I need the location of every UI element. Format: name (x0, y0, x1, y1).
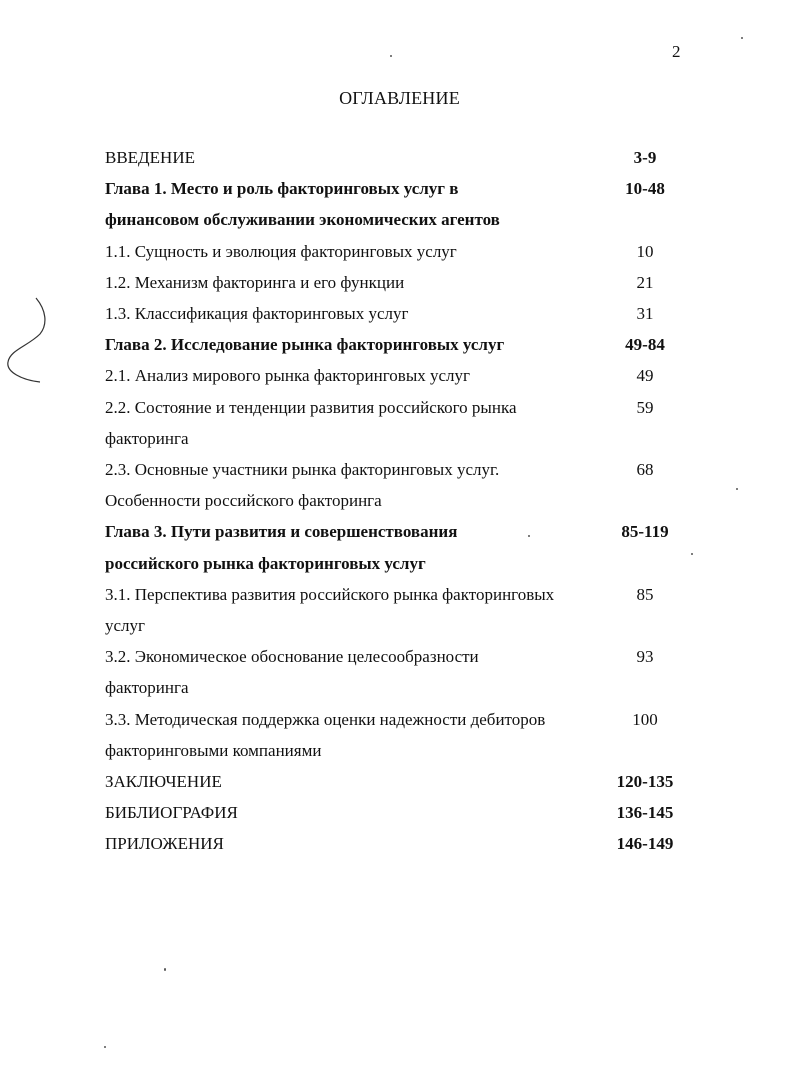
toc-entry-text: ВВЕДЕНИЕ (105, 148, 195, 167)
toc-entry-text: Особенности российского факторинга (105, 491, 382, 511)
toc-entry-page: 21 (636, 272, 654, 292)
toc-entry-text: ЗАКЛЮЧЕНИЕ (105, 772, 222, 791)
toc-entry-page: 59 (636, 397, 654, 417)
page-number: 2 (672, 42, 681, 61)
scan-speck (741, 37, 743, 39)
scan-speck (390, 55, 392, 57)
toc-entry-text: 2.3. Основные участники рынка факторинговых услуг. (105, 460, 500, 479)
toc-entry-page: 31 (636, 304, 654, 323)
toc-entry-text: 3.2. Экономическое обоснование целесообразности (105, 647, 479, 667)
toc-entry-page: 146-149 (616, 834, 674, 854)
toc-entry-text: 1.2. Механизм факторинга и его функции (105, 272, 405, 292)
toc-entry-page: 85 (636, 584, 654, 604)
toc-entry-text: 2.2. Состояние и тенденции развития российского рынка (105, 397, 517, 417)
toc-entry-page: 3-9 (633, 148, 657, 167)
scan-speck (691, 553, 693, 555)
toc-entry-page: 136-145 (616, 803, 674, 823)
toc-entry-text: 3.3. Методическая поддержка оценки надежности дебиторов (105, 709, 546, 729)
toc-entry-page: 49-84 (625, 335, 665, 355)
toc-entry-text: БИБЛИОГРАФИЯ (105, 803, 238, 823)
toc-entry-text: услуг (105, 616, 146, 635)
toc-entry-text: Глава 1. Место и роль факторинговых услуг в (105, 179, 459, 199)
scan-speck (528, 535, 530, 537)
toc-entry-text: Глава 3. Пути развития и совершенствования (105, 522, 458, 542)
scan-speck (104, 1046, 106, 1048)
toc-entry-text: ПРИЛОЖЕНИЯ (105, 834, 224, 854)
toc-entry-text: российского рынка факторинговых услуг (105, 553, 426, 573)
page-title: ОГЛАВЛЕНИЕ (339, 88, 460, 108)
toc-entry-page: 10 (636, 241, 654, 261)
toc-entry-page: 120-135 (616, 772, 674, 791)
toc-entry-page: 49 (636, 366, 654, 386)
toc-entry-text: факторинга (105, 678, 189, 698)
toc-entry-page: 93 (636, 647, 654, 667)
toc-entry-page: 100 (632, 709, 658, 729)
toc-entry-text: 1.1. Сущность и эволюция факторинговых услуг (105, 241, 457, 261)
scan-speck (164, 968, 166, 971)
scan-speck (736, 488, 738, 490)
toc-entry-page: 10-48 (625, 179, 665, 199)
toc-entry-text: факторинга (105, 428, 189, 448)
toc-entry-page: 68 (636, 460, 654, 479)
toc-entry-text: Глава 2. Исследование рынка факторинговых услуг (105, 335, 505, 355)
toc-entry-text: 3.1. Перспектива развития российского рынка факторинговых (105, 584, 555, 604)
toc-entry-text: 1.3. Классификация факторинговых услуг (105, 304, 409, 323)
margin-bracket-mark (0, 290, 60, 390)
toc-entry-text: факторинговыми компаниями (105, 740, 322, 760)
toc-entry-text: 2.1. Анализ мирового рынка факторинговых услуг (105, 366, 470, 386)
toc-entry-text: финансовом обслуживании экономических агентов (105, 210, 500, 230)
toc-entry-page: 85-119 (621, 522, 669, 542)
